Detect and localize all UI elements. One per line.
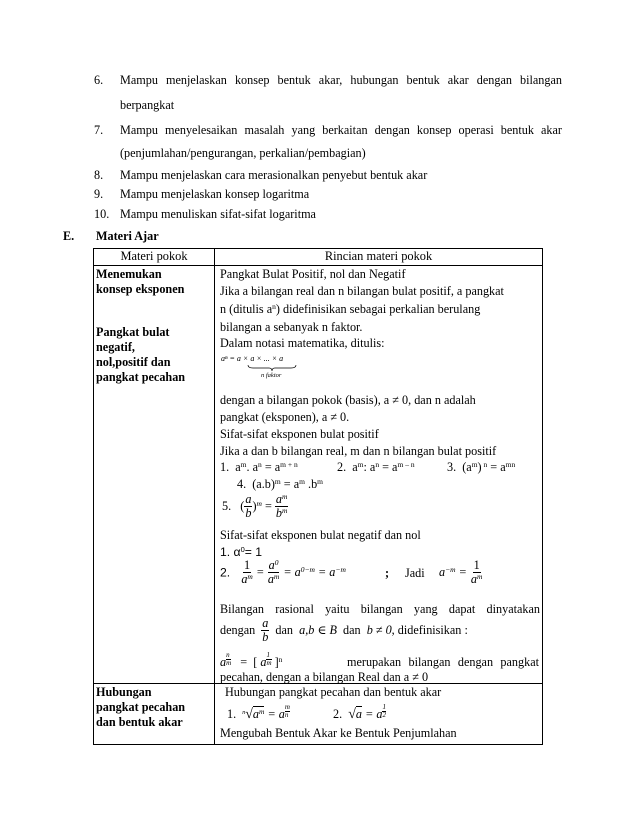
topic-menemukan: Menemukan xyxy=(96,267,162,281)
property-3: 3. $(a^m) ^n = a^{mn}$ xyxy=(447,460,516,474)
subtitle-pangkat-bulat: Pangkat Bulat Positif, nol dan Negatif xyxy=(220,267,406,281)
topic-pangkat-bulat: Pangkat bulat xyxy=(96,325,170,339)
semicolon: ; xyxy=(385,566,390,580)
basis-line: dengan a bilangan pokok (basis), a ≠ 0, dan n adalah xyxy=(220,393,476,407)
topic-pangkat-pecahan: pangkat pecahan xyxy=(96,700,186,714)
subtitle-hubungan: Hubungan pangkat pecahan dan bentuk akar xyxy=(225,685,442,699)
negative-properties-title: Sifat-sifat eksponen bulat negatif dan nol xyxy=(220,528,421,542)
objective-number: 7. xyxy=(94,123,104,137)
materi-table xyxy=(93,248,543,745)
topic-bentuk-akar: dan bentuk akar xyxy=(96,715,183,729)
objective-number: 10. xyxy=(94,207,110,221)
exponent-line: pangkat (eksponen), a ≠ 0. xyxy=(220,410,350,424)
objective-text: Mampu menjelaskan konsep logaritma xyxy=(120,187,310,201)
topic-nol-positif: nol,positif dan xyxy=(96,355,171,369)
objective-text: Mampu menjelaskan cara merasionalkan penyebut bentuk akar xyxy=(120,168,428,182)
properties-title: Sifat-sifat eksponen bulat positif xyxy=(220,427,379,441)
objective-text: Mampu menuliskan sifat-sifat logaritma xyxy=(120,207,316,221)
col-header-rincian: Rincian materi pokok xyxy=(215,249,543,266)
section-letter: E. xyxy=(63,229,75,243)
objective-number: 6. xyxy=(94,73,104,87)
property-4: 4. $(a.b)^m = a^m$ $.b^m$ xyxy=(237,477,324,491)
underbrace-icon xyxy=(247,364,297,372)
negative-property: 2. $\frac{1}{a^m}$ = $\frac{a^0}{a^m}$ = $a^{0-m} = a^{-m}$ xyxy=(220,558,346,586)
objective-text-cont: (penjumlahan/pengurangan, perkalian/pembagian) xyxy=(120,146,366,160)
jadi-label: Jadi xyxy=(405,566,425,580)
topic-negatif: negatif, xyxy=(96,340,135,354)
property-2: 2. $a^m$: $a^n = a^{m - n}$ xyxy=(337,460,415,474)
zero-property: 1. $\alpha^0= 1$ xyxy=(220,545,263,559)
section-title: Materi Ajar xyxy=(96,229,159,243)
definition-line: bilangan a sebanyak n faktor. xyxy=(220,320,363,334)
definition-line: Jika a bilangan real dan n bilangan bulat positif, a pangkat xyxy=(220,284,504,298)
n-faktor-label: n faktor xyxy=(261,372,282,379)
row2-right-cell xyxy=(215,684,543,745)
definition-line: n (ditulis $a^n$) didefinisikan sebagai perkalian berulang xyxy=(220,302,481,316)
property-1: 1. $a^m$. $a^n = a^{m + n}$ xyxy=(220,460,298,474)
topic-hubungan: Hubungan xyxy=(96,685,152,699)
power-formula: aⁿ = a × a × ... × a xyxy=(221,354,284,363)
rational-definition: Bilangan rasional yaitu bilangan yang dapat dinyatakan xyxy=(220,602,540,616)
topic-konsep-eksponen: konsep eksponen xyxy=(96,282,185,296)
topic-pangkat-pecahan: pangkat pecahan xyxy=(96,370,186,384)
row1-right-cell xyxy=(215,266,543,684)
col-header-materi-pokok: Materi pokok xyxy=(94,249,215,266)
jadi-formula: $a^{-m}$ = $\frac{1}{a^m}$ xyxy=(439,558,483,586)
root-property-2: 2. √a = a $\frac{1}{2}$ xyxy=(333,703,386,722)
property-5: 5. ( $\frac{a}{b}$ )$^m$ = $\frac{a^m}{b^m}$ xyxy=(222,492,288,520)
convert-root-line: Mengubah Bentuk Akar ke Bentuk Penjumlahan xyxy=(220,726,457,740)
rational-fraction-line: dengan $\frac{a}{b}$ dan a,b ∈ B dan b ≠ 0, didefinisikan : xyxy=(220,616,468,644)
row1-left-cell xyxy=(94,266,215,684)
notation-line: Dalam notasi matematika, ditulis: xyxy=(220,336,385,350)
properties-condition: Jika a dan b bilangan real, m dan n bilangan bulat positif xyxy=(220,444,497,458)
objective-number: 9. xyxy=(94,187,104,201)
merupakan-line: merupakan bilangan dengan pangkat xyxy=(347,655,539,669)
row2-left-cell xyxy=(94,684,215,745)
objective-number: 8. xyxy=(94,168,104,182)
objective-text: Mampu menjelaskan konsep bentuk akar, hubungan bentuk akar dengan bilangan xyxy=(120,73,562,87)
objective-text: Mampu menyelesaikan masalah yang berkaitan dengan konsep operasi bentuk akar xyxy=(120,123,562,137)
root-property-1: 1. $^n√a^m = a$ $\frac{m}{n}$ xyxy=(227,703,290,722)
objective-text-cont: berpangkat xyxy=(120,98,175,112)
fractional-exponent-formula: a $\frac{n}{m}$ = [ a $\frac{1}{m}$ ]$^n$ xyxy=(220,651,283,669)
pecahan-line: pecahan, dengan a bilangan Real dan a ≠ 0 xyxy=(220,670,429,684)
